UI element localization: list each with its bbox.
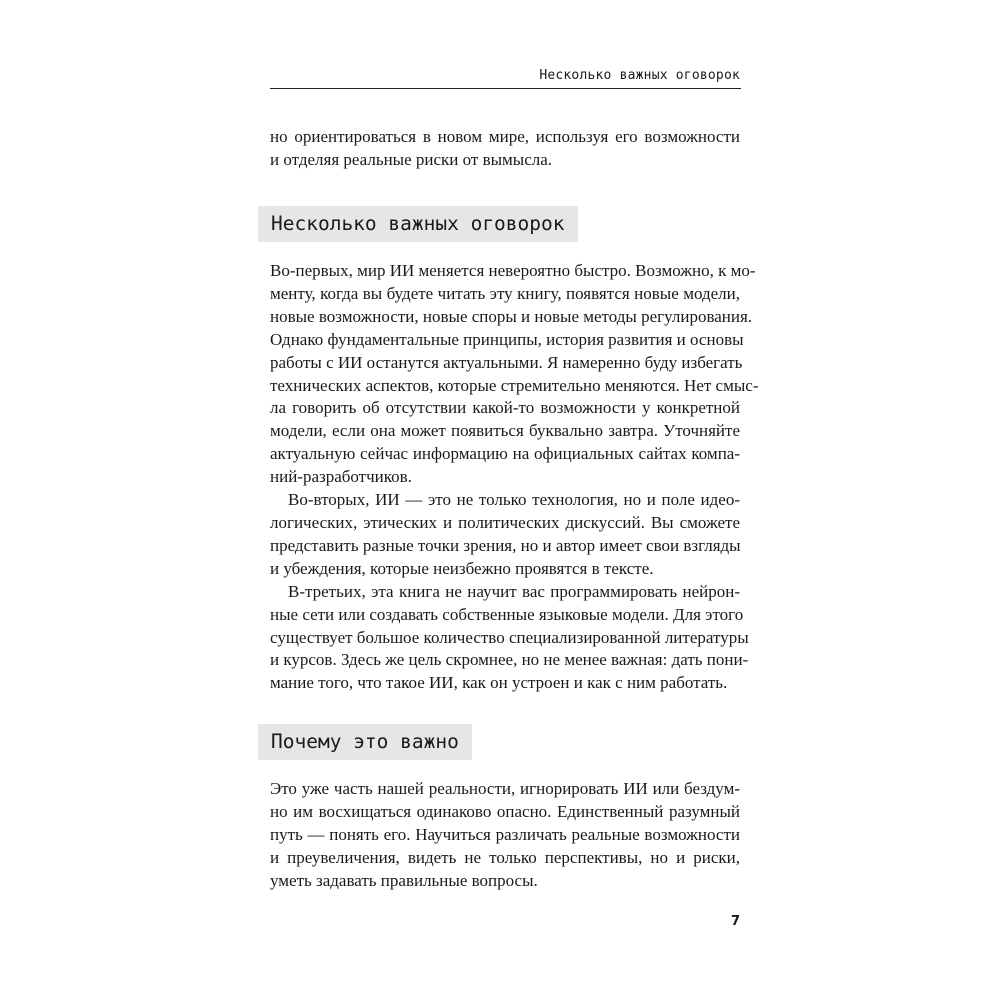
text-line: ные сети или создавать собственные языковые модели. Для этого xyxy=(270,604,744,624)
paragraph xyxy=(270,126,740,172)
text-line: мание того, что такое ИИ, как он устроен и как с ним работать. xyxy=(270,673,728,693)
paragraph xyxy=(270,778,740,893)
page-number: 7 xyxy=(730,914,740,929)
section-body-why-important xyxy=(270,778,740,893)
text-line: Это уже часть нашей реальности, игнорировать ИИ или бездум- xyxy=(270,779,740,798)
text-line: Однако фундаментальные принципы, история развития и основы xyxy=(270,329,744,349)
text-line: логических, этических и политических дискуссий. Вы сможете xyxy=(270,512,740,532)
text-line: и преувеличения, видеть не только перспективы, но и риски, xyxy=(270,847,740,867)
running-head-rule xyxy=(270,88,741,89)
text-line: ний-разработчиков. xyxy=(270,467,412,487)
text-line: и курсов. Здесь же цель скромнее, но не менее важная: дать пони- xyxy=(270,650,749,670)
text-line: но ориентироваться в новом мире, используя его возможности xyxy=(270,127,740,146)
section-heading-why-important: Почему это важно xyxy=(258,724,472,760)
text-line: путь — понять его. Научиться различать реальные возможности xyxy=(270,824,740,844)
text-line: уметь задавать правильные вопросы. xyxy=(270,870,538,890)
text-line: новые возможности, новые споры и новые методы регулирования. xyxy=(270,306,753,326)
section-heading-caveats: Несколько важных оговорок xyxy=(258,206,578,242)
intro-text xyxy=(270,126,740,172)
paragraph xyxy=(270,260,759,489)
text-line: и отделяя реальные риски от вымысла. xyxy=(270,149,553,169)
paragraph xyxy=(270,581,749,696)
text-line: В-третьих, эта книга не научит вас программировать нейрон- xyxy=(288,581,740,601)
text-line: менту, когда вы будете читать эту книгу, появятся новые модели, xyxy=(270,283,740,303)
section-body-caveats xyxy=(270,260,759,695)
text-line: Во-вторых, ИИ — это не только технология, но и поле идео- xyxy=(288,490,740,510)
text-line: существует большое количество специализированной литературы xyxy=(270,627,749,647)
text-line: ла говорить об отсутствии какой-то возможности у конкретной xyxy=(270,398,740,418)
text-line: технических аспектов, которые стремительно меняются. Нет смыс- xyxy=(270,375,759,395)
text-line: и убеждения, которые неизбежно проявятся в тексте. xyxy=(270,558,654,578)
text-line: но им восхищаться одинаково опасно. Единственный разумный xyxy=(270,801,740,821)
paragraph xyxy=(270,489,740,581)
text-line: представить разные точки зрения, но и автор имеет свои взгляды xyxy=(270,535,741,555)
text-line: модели, если она может появиться буквально завтра. Уточняйте xyxy=(270,421,740,441)
text-line: работы с ИИ останутся актуальными. Я намеренно буду избегать xyxy=(270,352,743,372)
text-line: Во-первых, мир ИИ меняется невероятно быстро. Возможно, к мо- xyxy=(270,261,756,280)
running-head: Несколько важных оговорок xyxy=(539,68,740,83)
text-line: актуальную сейчас информацию на официальных сайтах компа- xyxy=(270,444,740,464)
